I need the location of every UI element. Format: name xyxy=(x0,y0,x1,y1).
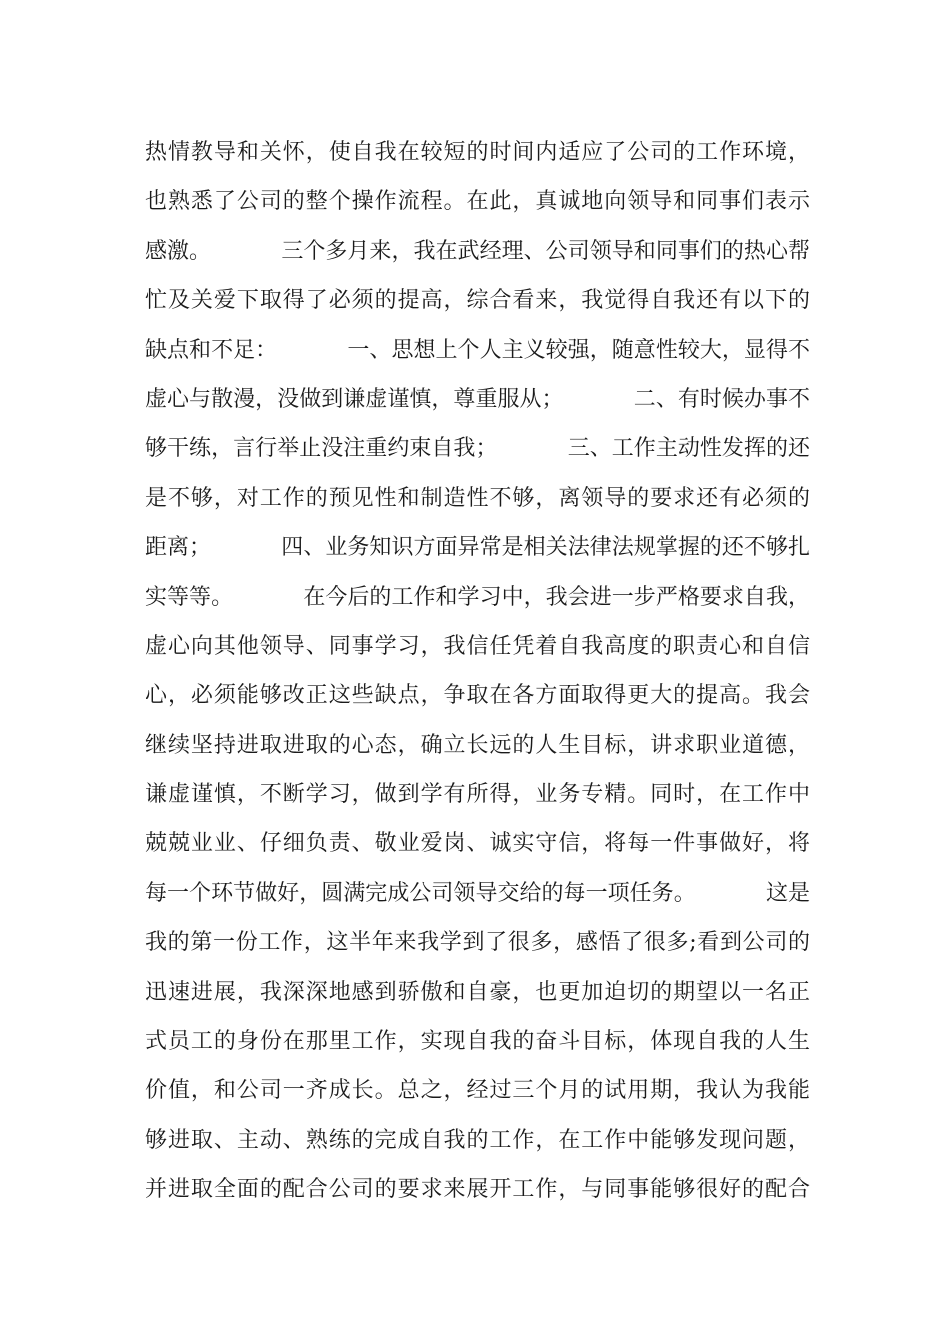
text-line: 实等等。 在今后的工作和学习中，我会进一步严格要求自我， xyxy=(145,584,810,610)
text-line: 心，必须能够改正这些缺点，争取在各方面取得更大的提高。我会 xyxy=(145,683,810,709)
text-line: 我的第一份工作，这半年来我学到了很多，感悟了很多;看到公司的 xyxy=(145,930,810,956)
text-line: 缺点和不足： 一、思想上个人主义较强，随意性较大，显得不 xyxy=(145,337,810,363)
text-line: 继续坚持进取进取的心态，确立长远的人生目标，讲求职业道德， xyxy=(145,732,810,758)
body-text xyxy=(145,128,810,1215)
text-line: 距离； 四、业务知识方面异常是相关法律法规掌握的还不够扎 xyxy=(145,535,810,561)
text-line: 够干练，言行举止没注重约束自我； 三、工作主动性发挥的还 xyxy=(145,436,810,462)
text-line: 感激。 三个多月来，我在武经理、公司领导和同事们的热心帮 xyxy=(145,238,810,264)
text-line: 价值，和公司一齐成长。总之，经过三个月的试用期，我认为我能 xyxy=(145,1078,810,1104)
text-line: 是不够，对工作的预见性和制造性不够，离领导的要求还有必须的 xyxy=(145,485,810,511)
text-line: 虚心与散漫，没做到谦虚谨慎，尊重服从； 二、有时候办事不 xyxy=(145,386,810,412)
text-line: 兢兢业业、仔细负责、敬业爱岗、诚实守信，将每一件事做好，将 xyxy=(145,831,810,857)
text-line: 热情教导和关怀，使自我在较短的时间内适应了公司的工作环境， xyxy=(145,140,810,165)
text-line: 够进取、主动、熟练的完成自我的工作，在工作中能够发现问题， xyxy=(145,1127,810,1153)
text-line: 每一个环节做好，圆满完成公司领导交给的每一项任务。 这是 xyxy=(145,880,810,906)
text-line: 迅速进展，我深深地感到骄傲和自豪，也更加迫切的期望以一名正 xyxy=(145,979,810,1005)
text-line: 并进取全面的配合公司的要求来展开工作，与同事能够很好的配合 xyxy=(145,1177,810,1203)
text-line: 虚心向其他领导、同事学习，我信任凭着自我高度的职责心和自信 xyxy=(145,633,810,659)
text-line: 也熟悉了公司的整个操作流程。在此，真诚地向领导和同事们表示 xyxy=(145,189,810,215)
text-line: 谦虚谨慎，不断学习，做到学有所得，业务专精。同时，在工作中 xyxy=(145,782,810,808)
text-line: 忙及关爱下取得了必须的提高，综合看来，我觉得自我还有以下的 xyxy=(145,288,810,314)
text-line: 式员工的身份在那里工作，实现自我的奋斗目标，体现自我的人生 xyxy=(145,1029,810,1055)
